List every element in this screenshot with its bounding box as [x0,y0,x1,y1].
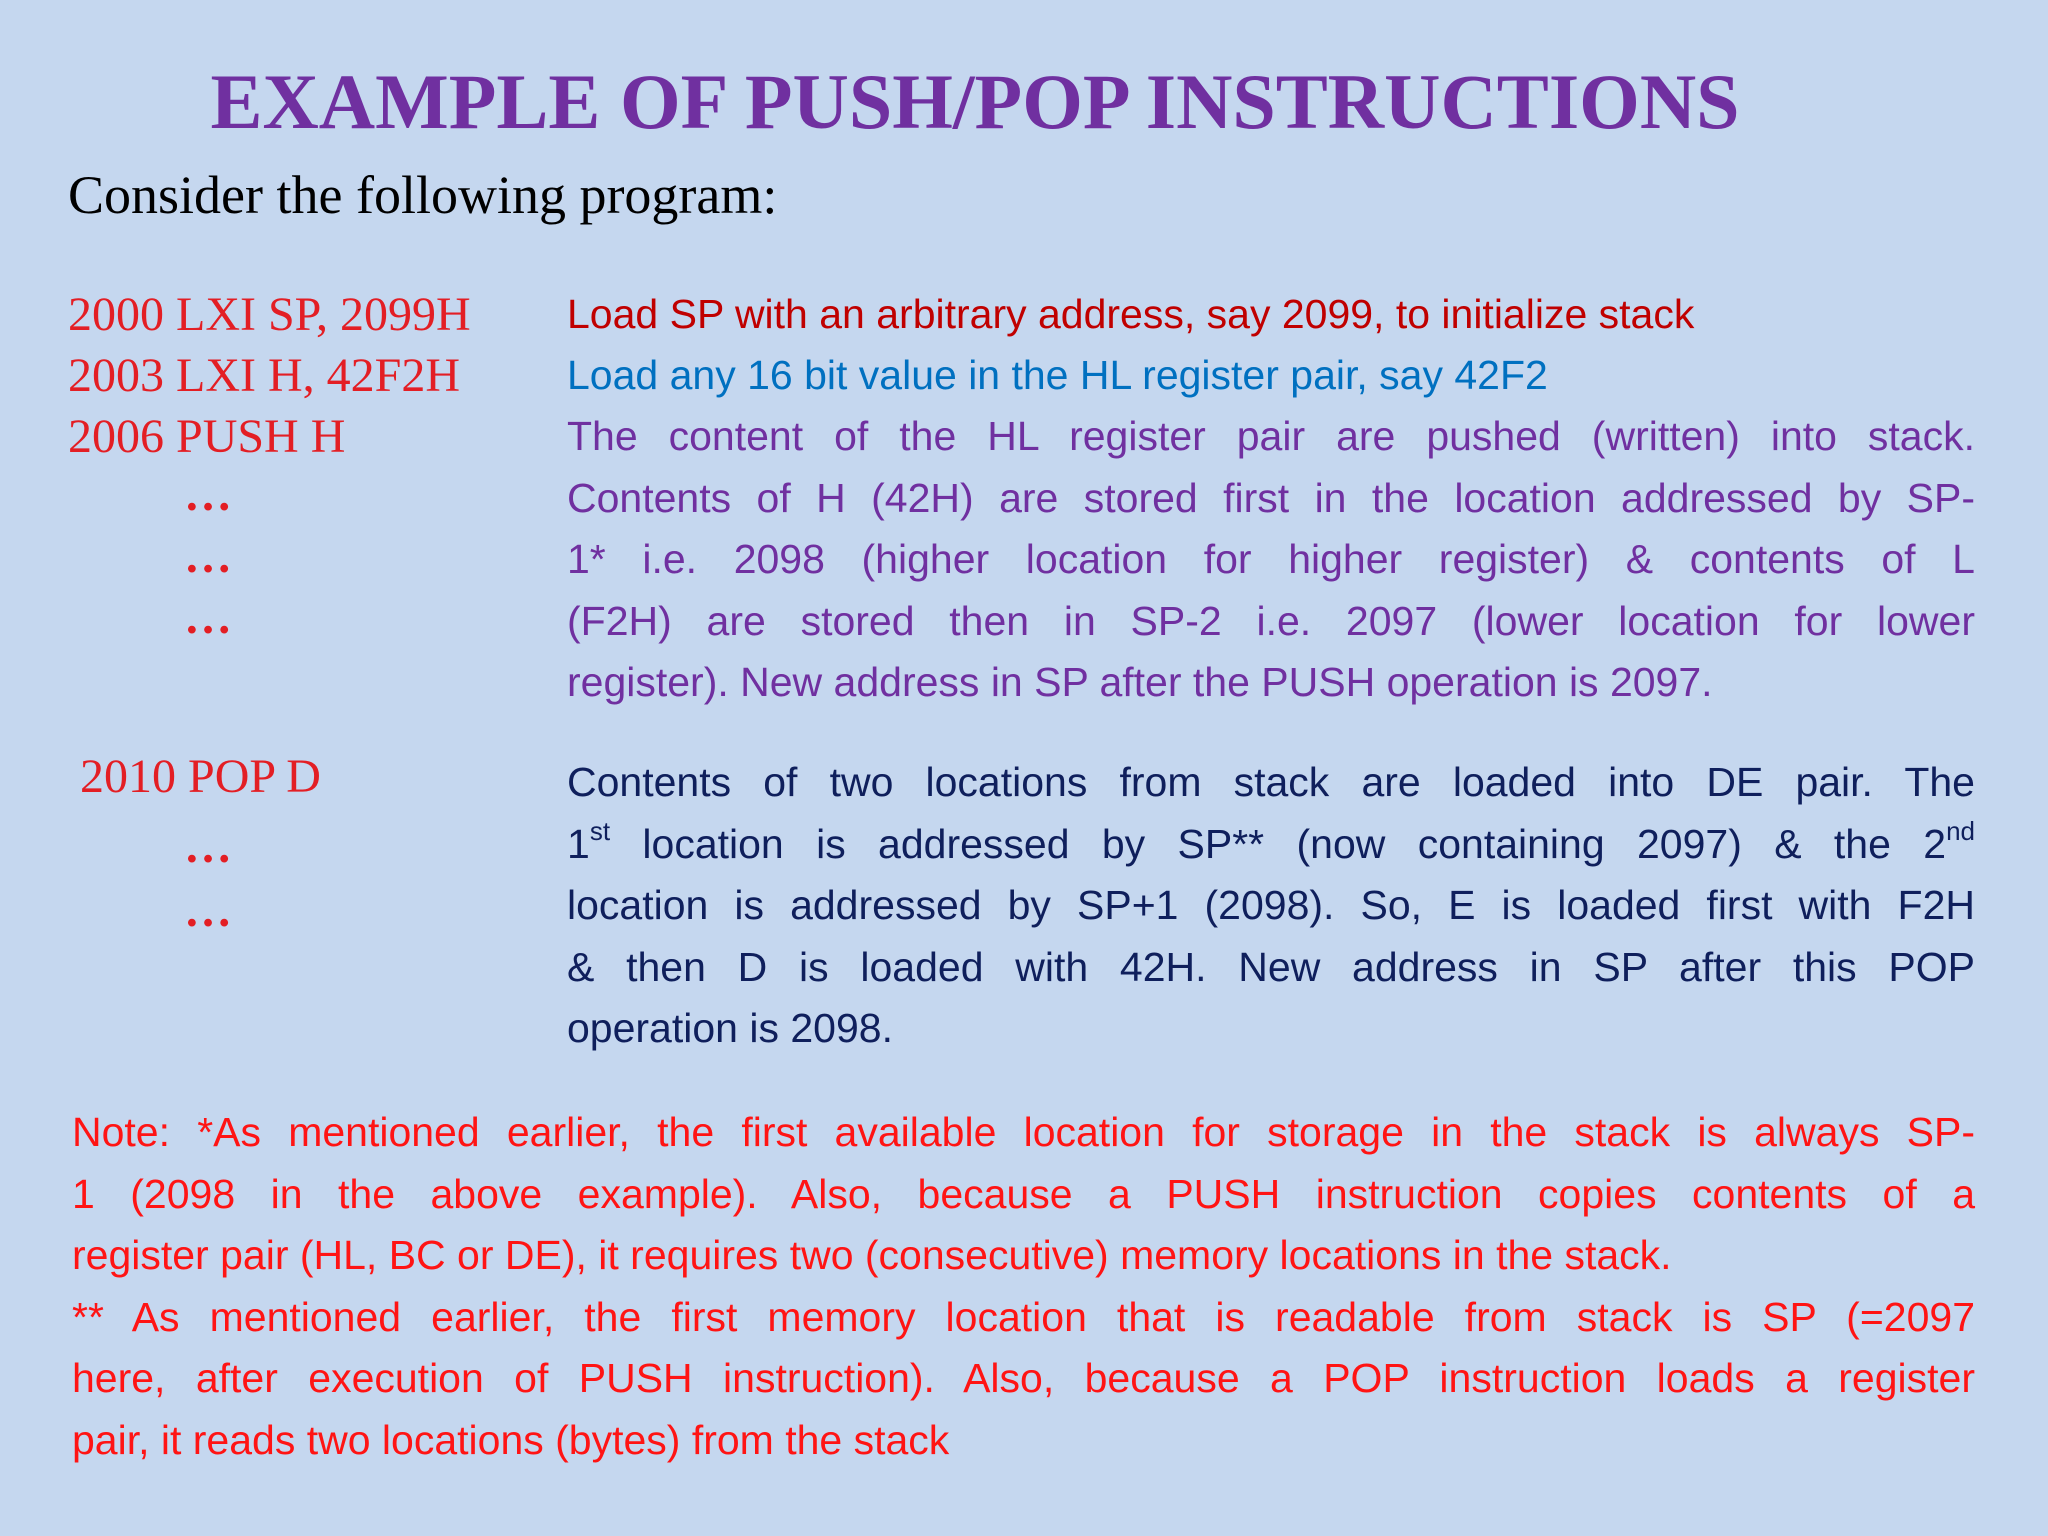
code-line-lxi-sp: 2000 LXI SP, 2099H [68,288,471,341]
push-desc-line: 1* i.e. 2098 (higher location for higher register) & contents of L [567,536,1975,582]
pop-desc-text: location is addressed by SP** (now containing 2097) & the 2 [610,820,1947,867]
pop-desc-line [567,814,1975,876]
code-line-push-h: 2006 PUSH H [68,410,346,463]
push-desc-line: Contents of H (42H) are stored first in the location addressed by SP- [567,474,1975,521]
code-line-lxi-h: 2003 LXI H, 42F2H [68,349,460,402]
superscript-st: st [589,815,611,846]
pop-desc-text: 1 [567,820,590,867]
note-line: register pair (HL, BC or DE), it requires two (consecutive) memory locations in the stack. [72,1232,1672,1278]
desc-lxi-sp: Load SP with an arbitrary address, say 2099, to initialize stack [567,291,1695,337]
note-line: Note: *As mentioned earlier, the first available location for storage in the stack is always SP- [72,1109,1975,1155]
note-line: 1 (2098 in the above example). Also, because a PUSH instruction copies contents of a [72,1170,1975,1217]
desc-lxi-h: Load any 16 bit value in the HL register pair, say 42F2 [567,352,1548,398]
pop-desc-line: operation is 2098. [567,1005,893,1051]
superscript-nd: nd [1946,815,1975,846]
pop-desc-line: location is addressed by SP+1 (2098). So, E is loaded first with F2H [567,882,1975,928]
note-line: pair, it reads two locations (bytes) from the stack [72,1416,950,1463]
slide-title: EXAMPLE OF PUSH/POP INSTRUCTIONS [210,58,1740,145]
desc-pop [567,752,1975,1060]
note-line: ** As mentioned earlier, the first memory location that is readable from stack is SP (=2097 [72,1293,1975,1340]
ellipsis-3: … [184,591,232,644]
ellipsis-2: … [184,530,232,583]
desc-push [567,406,1975,714]
intro-text: Consider the following program: [68,165,778,225]
note-line: here, after execution of PUSH instruction). Also, because a POP instruction loads a register [72,1355,1975,1401]
push-desc-line: The content of the HL register pair are pushed (written) into stack. [567,413,1975,459]
code-line-pop-d: 2010 POP D [80,750,321,803]
footnote [72,1102,1975,1471]
pop-desc-line: Contents of two locations from stack are loaded into DE pair. The [567,759,1975,805]
ellipsis-4: … [184,820,232,873]
push-desc-line: register). New address in SP after the PUSH operation is 2097. [567,659,1713,705]
ellipsis-5: … [184,884,232,937]
ellipsis-1: … [184,468,232,521]
pop-desc-line: & then D is loaded with 42H. New address in SP after this POP [567,943,1975,990]
push-desc-line: (F2H) are stored then in SP-2 i.e. 2097 (lower location for lower [567,597,1975,644]
